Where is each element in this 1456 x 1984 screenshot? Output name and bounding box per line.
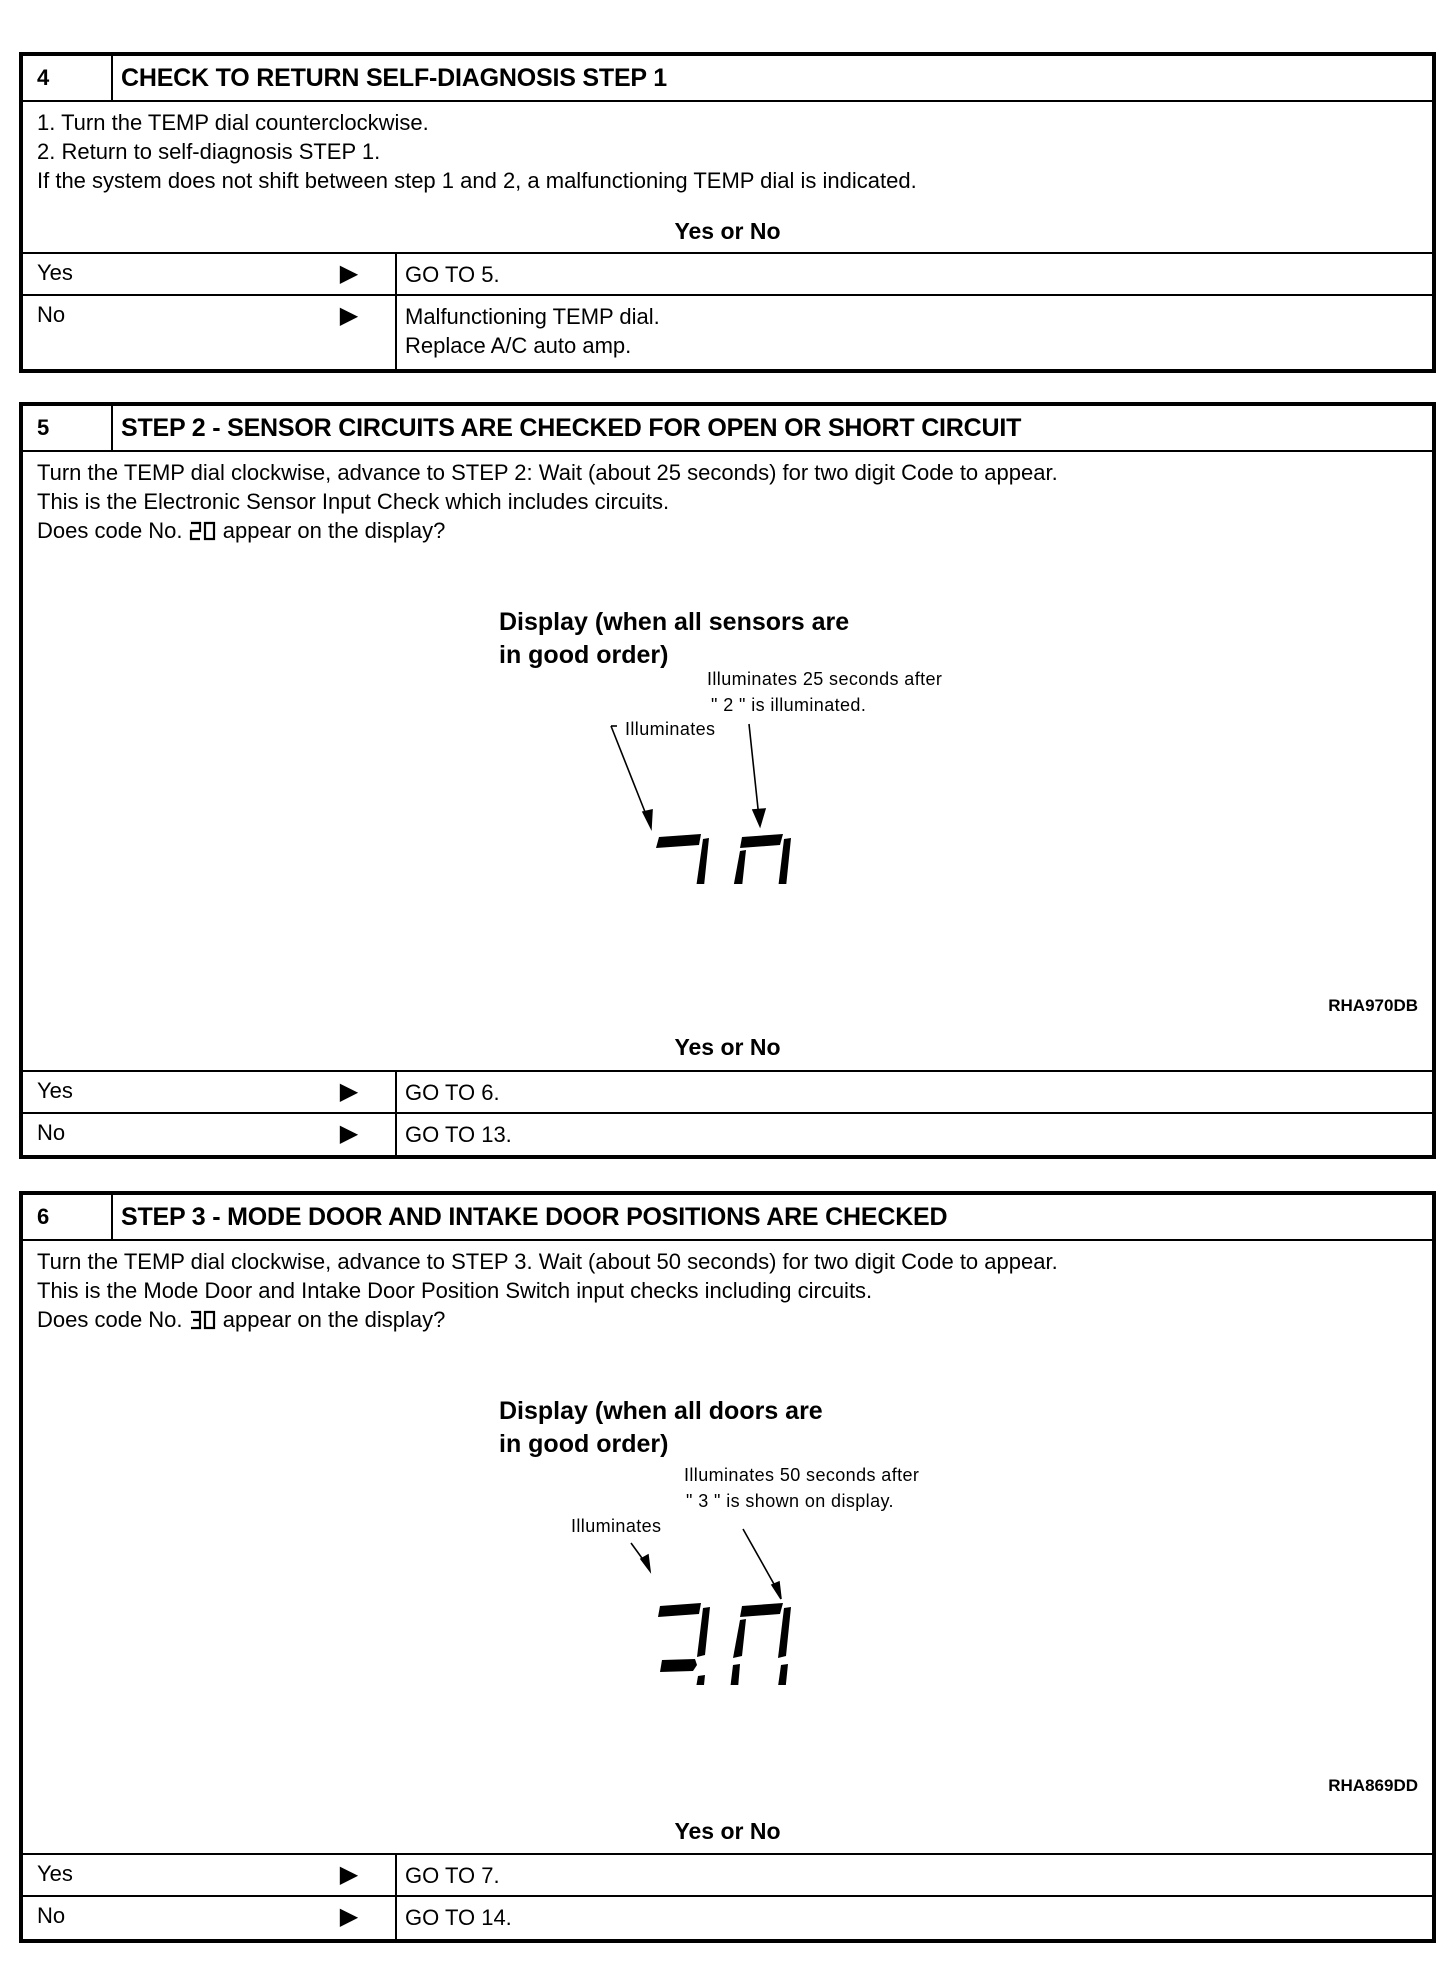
no-result-line: Malfunctioning TEMP dial. [405,304,660,329]
step-title: STEP 3 - MODE DOOR AND INTAKE DOOR POSITIONS ARE CHECKED [121,1202,948,1231]
note-line: " 3 " is shown on display. [686,1491,894,1511]
arrow-right-icon: ▶ [339,1861,359,1888]
instruction-line: This is the Mode Door and Intake Door Position Switch input checks including circuits. [37,1278,873,1303]
yes-result: GO TO 5. [395,254,1432,296]
no-result [395,296,1432,371]
code-question [37,1305,1432,1337]
no-row [23,1112,1432,1157]
yes-row [23,252,1432,296]
no-result: GO TO 13. [395,1114,1432,1157]
step-5-box [19,402,1436,1159]
display-30-figure [583,1515,843,1685]
step-6-instructions [23,1241,1432,1337]
yes-row [23,1853,1432,1897]
instruction-line: Turn the TEMP dial clockwise, advance to STEP 3. Wait (about 50 seconds) for two digit Code to appear. [37,1249,1058,1274]
caption-line: Display (when all sensors are [499,608,850,636]
yes-result: GO TO 6. [395,1072,1432,1114]
no-result-line: Replace A/C auto amp. [405,333,632,358]
figure-id: RHA869DD [1328,1776,1418,1795]
no-label: No [37,1120,66,1145]
code-question-prefix: Does code No. [37,1307,183,1332]
step-6-box [19,1191,1436,1943]
instruction-line: Turn the TEMP dial clockwise, advance to STEP 2: Wait (about 25 seconds) for two digit Code to appear. [37,460,1058,485]
note-line: Illuminates 25 seconds after [707,669,943,689]
note-line: Illuminates 50 seconds after [684,1465,920,1485]
figure-caption [499,1395,823,1461]
yes-label: Yes [37,1078,73,1103]
step-number: 6 [23,1195,113,1239]
figure-note-illuminates: Illuminates [571,1516,662,1536]
step-4-instructions [23,102,1432,195]
code-20-glyph [189,519,217,548]
no-label: No [37,302,66,327]
figure-id: RHA970DB [1328,996,1418,1015]
arrow-right-icon: ▶ [339,302,359,329]
caption-line: Display (when all doors are [499,1397,823,1425]
instruction-line: 1. Turn the TEMP dial counterclockwise. [37,110,429,135]
yes-result: GO TO 7. [395,1855,1432,1897]
step-4-box [19,52,1436,373]
no-row [23,1895,1432,1941]
figure-note-illuminates: Illuminates [625,719,716,739]
code-question-suffix: appear on the display? [222,518,446,543]
step-6-header [23,1195,1432,1241]
figure-caption [499,606,849,672]
arrow-right-icon: ▶ [339,260,359,287]
display-20-figure [583,714,843,884]
step-5-instructions [23,452,1432,548]
yes-label: Yes [37,260,73,285]
no-result: GO TO 14. [395,1897,1432,1941]
figure-note-delayed [707,666,942,718]
yes-or-no-label: Yes or No [674,218,781,244]
yes-row [23,1070,1432,1114]
code-question [37,516,1432,548]
no-label: No [37,1903,66,1928]
yes-or-no-label: Yes or No [674,1818,781,1844]
note-line: " 2 " is illuminated. [711,695,867,715]
instruction-line: If the system does not shift between step 1 and 2, a malfunctioning TEMP dial is indicated. [37,168,917,193]
code-question-prefix: Does code No. [37,518,183,543]
arrow-right-icon: ▶ [339,1120,359,1147]
step-number: 5 [23,406,113,450]
no-row [23,294,1432,371]
yes-or-no-label: Yes or No [674,1034,781,1060]
step-number: 4 [23,56,113,100]
code-question-suffix: appear on the display? [222,1307,446,1332]
instruction-line: This is the Electronic Sensor Input Check which includes circuits. [37,489,670,514]
step-5-header [23,406,1432,452]
code-30-glyph [189,1308,217,1337]
step-4-header [23,56,1432,102]
arrow-right-icon: ▶ [339,1903,359,1930]
caption-line: in good order) [499,641,669,669]
step-title: CHECK TO RETURN SELF-DIAGNOSIS STEP 1 [121,63,667,92]
caption-line: in good order) [499,1430,669,1458]
step-title: STEP 2 - SENSOR CIRCUITS ARE CHECKED FOR OPEN OR SHORT CIRCUIT [121,413,1022,442]
figure-note-delayed [684,1462,919,1514]
instruction-line: 2. Return to self-diagnosis STEP 1. [37,139,381,164]
arrow-right-icon: ▶ [339,1078,359,1105]
yes-label: Yes [37,1861,73,1886]
